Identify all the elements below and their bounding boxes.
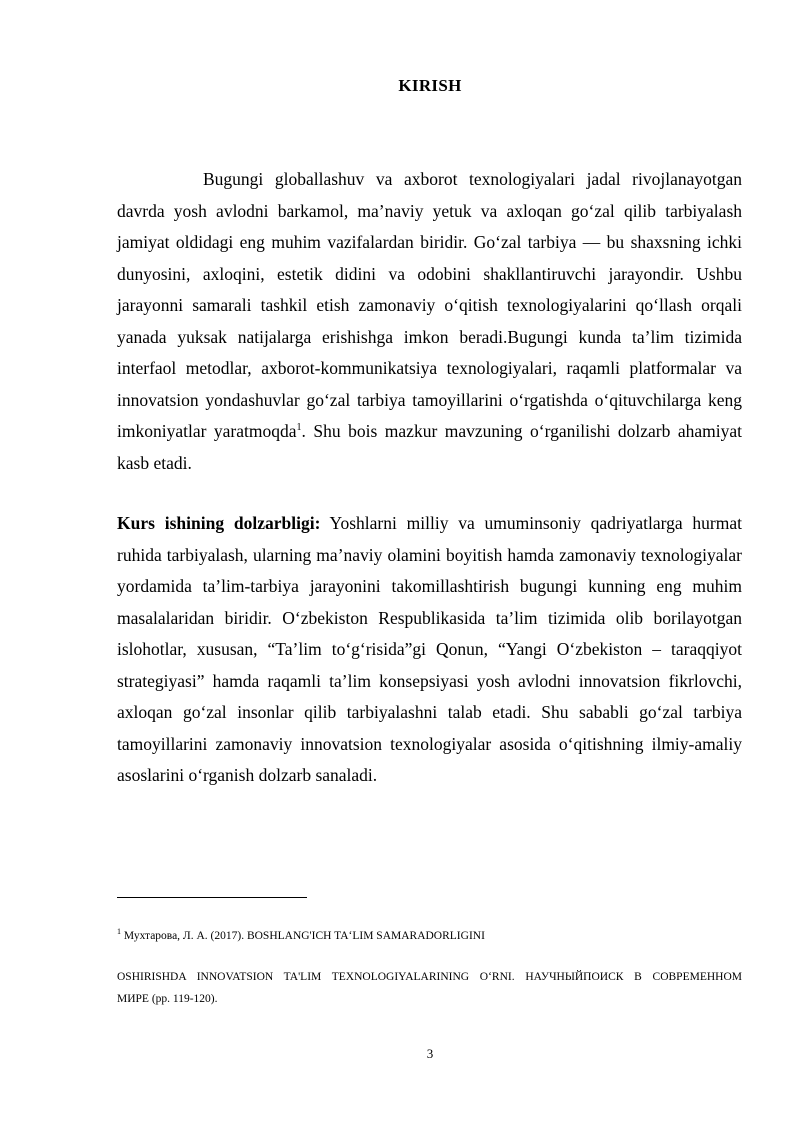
relevance-label: Kurs ishining dolzarbligi: — [117, 513, 321, 533]
intro-paragraph — [117, 164, 742, 479]
footnote-number: 1 — [117, 927, 121, 937]
footnote-line-2: OSHIRISHDA INNOVATSION TA'LIM TEXNOLOGIYALARINING O‘RNI. НАУЧНЫЙПОИСК В СОВРЕМЕННОМ — [117, 971, 742, 983]
relevance-text: Yoshlarni milliy va umuminsoniy qadriyatlarga hurmat ruhida tarbiyalash, ularning ma’naviy olamini boyitish hamda zamonaviy texnologiyalar yordamida ta’lim-tarbiya jarayonini takomillashtirish bugungi kunning eng muhim masalalaridan biridir. O‘zbekiston Respublikasida ta’lim tizimida olib borilayotgan islohotlar, xususan, “Ta’lim to‘g‘risida”gi Qonun, “Yangi O‘zbekiston – taraqqiyot strategiyasi” hamda raqamli ta’lim konsepsiyasi yosh avlodni innovatsion fikrlovchi, axloqan go‘zal insonlar qilib tarbiyalashni talab etadi. Shu sababli go‘zal tarbiya tamoyillarini zamonaviy innovatsion texnologiyalar asosida o‘qitishning ilmiy-amaliy asoslarini o‘rganish dolzarb sanaladi. — [117, 513, 742, 785]
section-title: KIRISH — [398, 76, 462, 95]
footnote-line-1 — [117, 925, 742, 947]
intro-text: Bugungi globallashuv va axborot texnologiyalari jadal rivojlanayotgan davrda yosh avlodni barkamol, ma’naviy yetuk va axloqan go‘zal qilib tarbiyalash jamiyat oldidagi eng muhim vazifalardan biridir. Go‘zal tarbiya — bu shaxsning ichki dunyosini, axloqini, estetik didini va odobini shakllantiruvchi jarayondir. Ushbu jarayonni samarali tashkil etish zamonaviy o‘qitish texnologiyalarini qo‘llash orqali yanada yuksak natijalarga erishishga imkon beradi.Bugungi kunda ta’lim tizimida interfaol metodlar, axborot-kommunikatsiya texnologiyalari, raqamli platformalar va innovatsion yondashuvlar go‘zal tarbiya tamoyillarini o‘rgatishda o‘qituvchilarga keng imkoniyatlar yaratmoqda — [117, 169, 742, 441]
footnote-text-1: Мухтарова, Л. А. (2017). BOSHLANG'ICH TA‘LIM SAMARADORLIGINI — [121, 930, 485, 942]
page-number: 3 — [426, 1046, 434, 1061]
footnote-reference[interactable]: 1 — [296, 422, 302, 434]
intro-text-end: . Shu bois mazkur mavzuning o‘rganilishi dolzarb ahamiyat kasb etadi. — [117, 421, 742, 473]
footnote-line-3: МИРЕ (pp. 119-120). — [117, 993, 218, 1005]
relevance-paragraph — [117, 508, 742, 792]
footnote-separator — [117, 897, 307, 898]
